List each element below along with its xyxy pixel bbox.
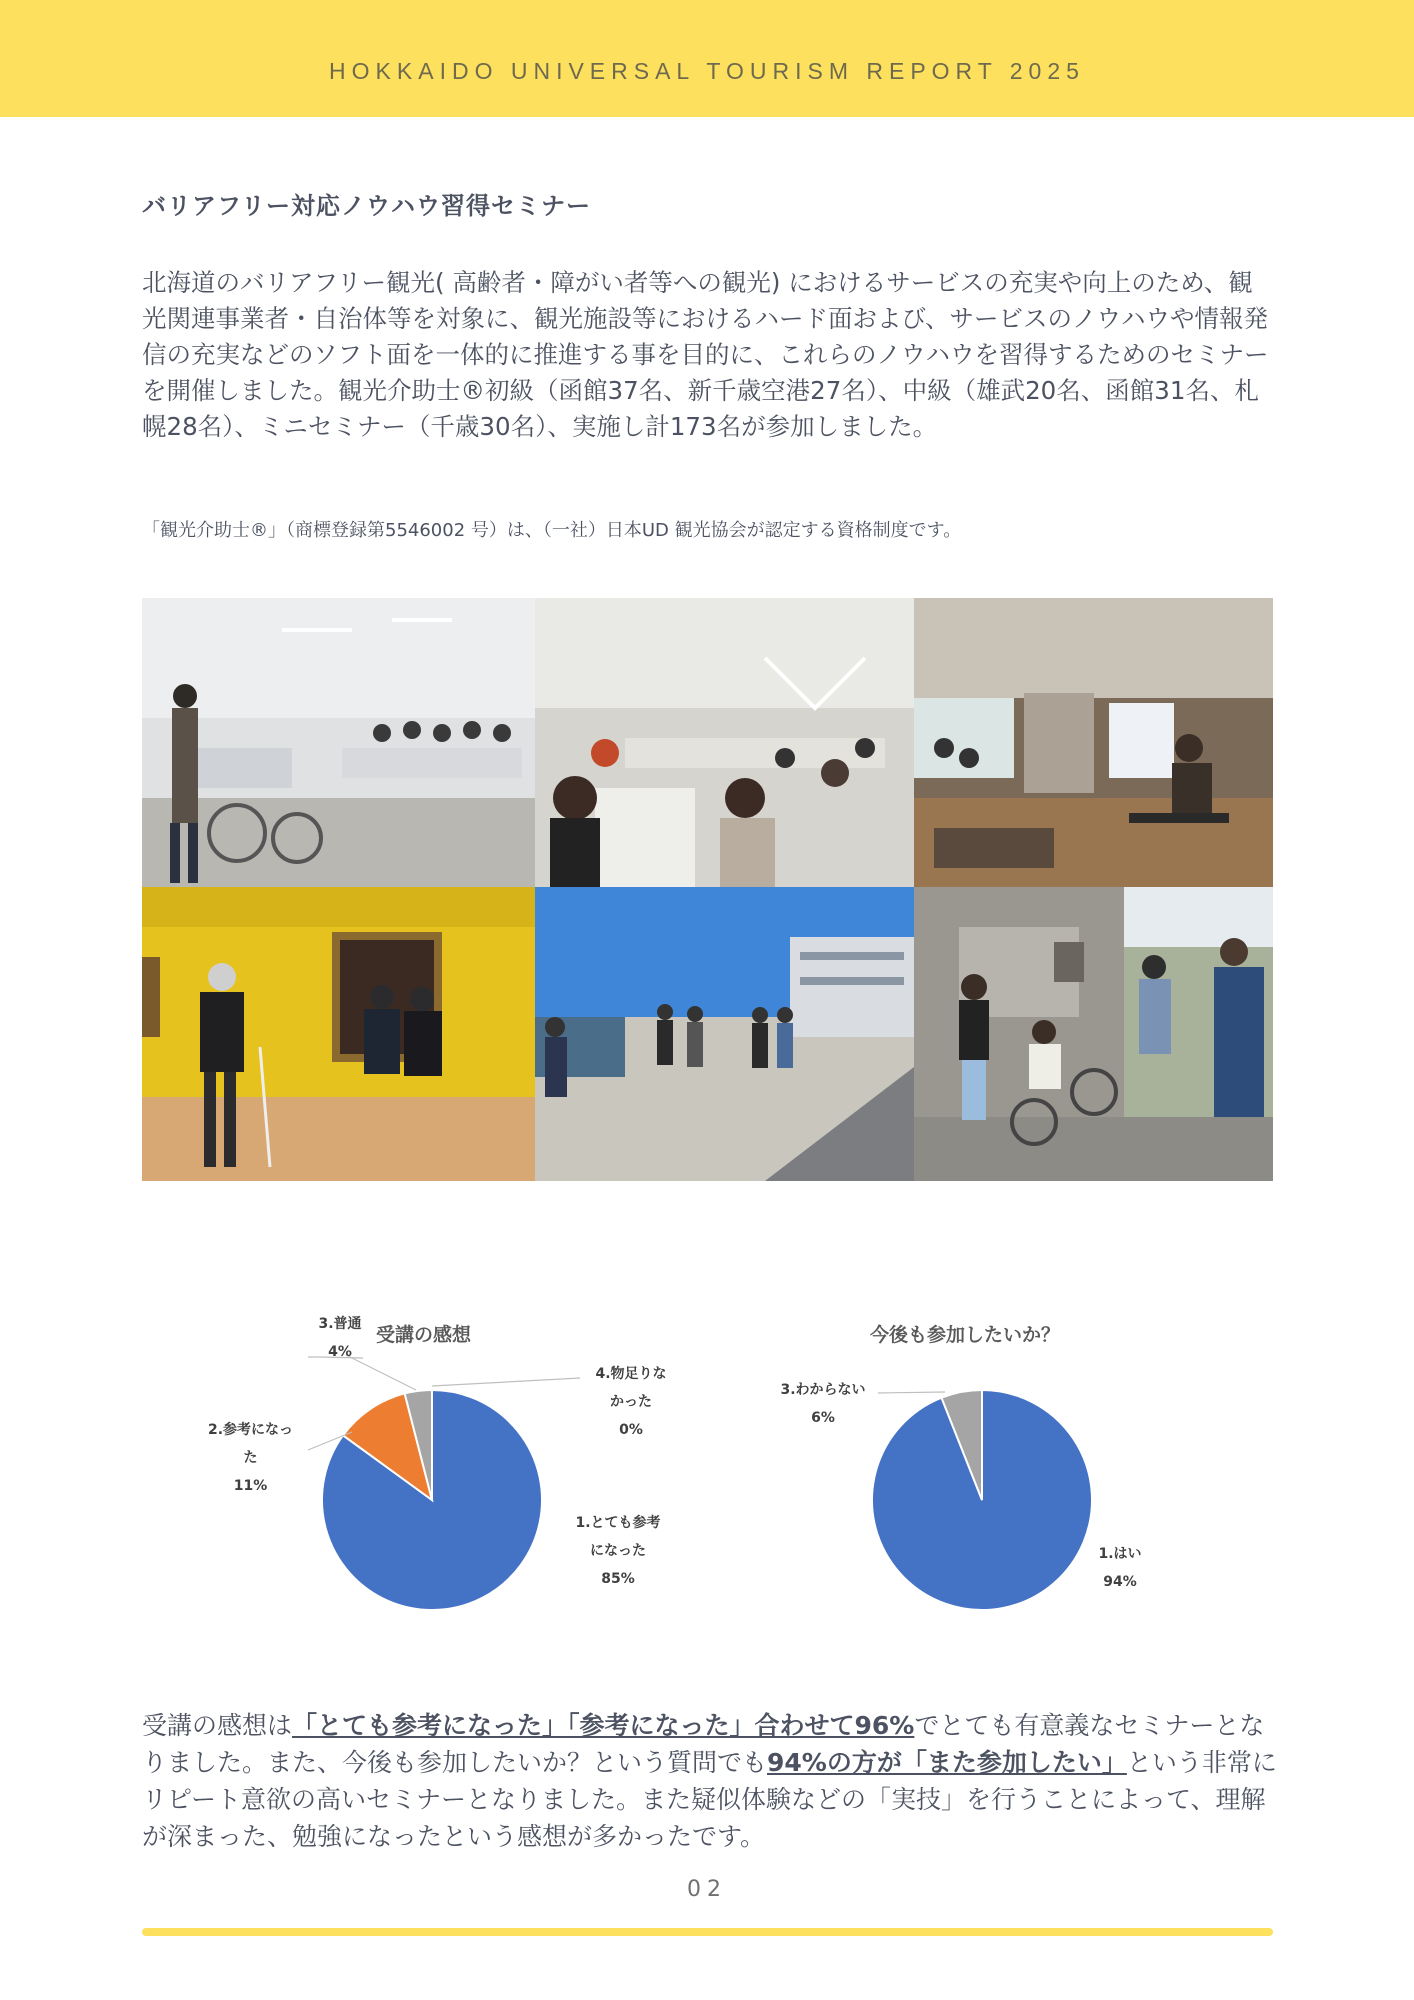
chart1-label-s2: 2.参考になっ た 11% [207,1422,294,1494]
trademark-note: 「観光介助士®」（商標登録第5546002 号）は、（一社）日本UD 観光協会が認定する資格制度です。 [142,520,962,541]
summary-highlight-2: 94%の方が「また参加したい」 [767,1748,1127,1777]
chart1-label-s3: 3.普通 4% [318,1316,362,1360]
section-title: バリアフリー対応ノウハウ習得セミナー [142,192,592,220]
chart2-title: 今後も参加したいか？ [870,1324,1061,1346]
pie-chart-impressions [322,1390,542,1610]
page-number: 02 [687,1877,727,1902]
summary-paragraph: 受講の感想は「とても参考になった」「参考になった」合わせて96%でとても有意義なセミナーとなりました。また、今後も参加したいか？という質問でも94%の方が「また参加したい」という非常にリピート意欲の高いセミナーとなりました。また疑似体験などの「実技」を行うことによって、理解が深まった、勉強になったという感想が多かったです。 [142,1711,1277,1851]
chart1-label-s1: 1.とても参考 になった 85% [575,1515,661,1587]
pie-chart-intent [872,1390,1092,1610]
intro-paragraph: 北海道のバリアフリー観光( 高齢者・障がい者等への観光) におけるサービスの充実や向上のため、観光関連事業者・自治体等を対象に、観光施設等におけるハード面および、サービスのノウハウや情報発信の充実などのソフト面を一体的に推進する事を目的に、これらのノウハウを習得するためのセミナーを開催しました。観光介助士®初級（函館37名、新千歳空港27名）、中級（雄武20名、函館31名、札幌28名）、ミニセミナー（千歳30名）、実施し計173名が参加しました。 [142,268,1269,441]
chart1-label-s4: 4.物足りな かった 0% [595,1366,667,1438]
chart2-label-s1: 1.はい 94% [1098,1546,1142,1590]
chart1-title: 受講の感想 [376,1324,472,1346]
chart2-label-s3: 3.わからない 6% [780,1382,866,1426]
report-title: HOKKAIDO UNIVERSAL TOURISM REPORT 2025 [329,58,1085,84]
footer-line [142,1928,1273,1936]
summary-highlight-1: 「とても参考になった」「参考になった」合わせて96% [292,1711,915,1740]
